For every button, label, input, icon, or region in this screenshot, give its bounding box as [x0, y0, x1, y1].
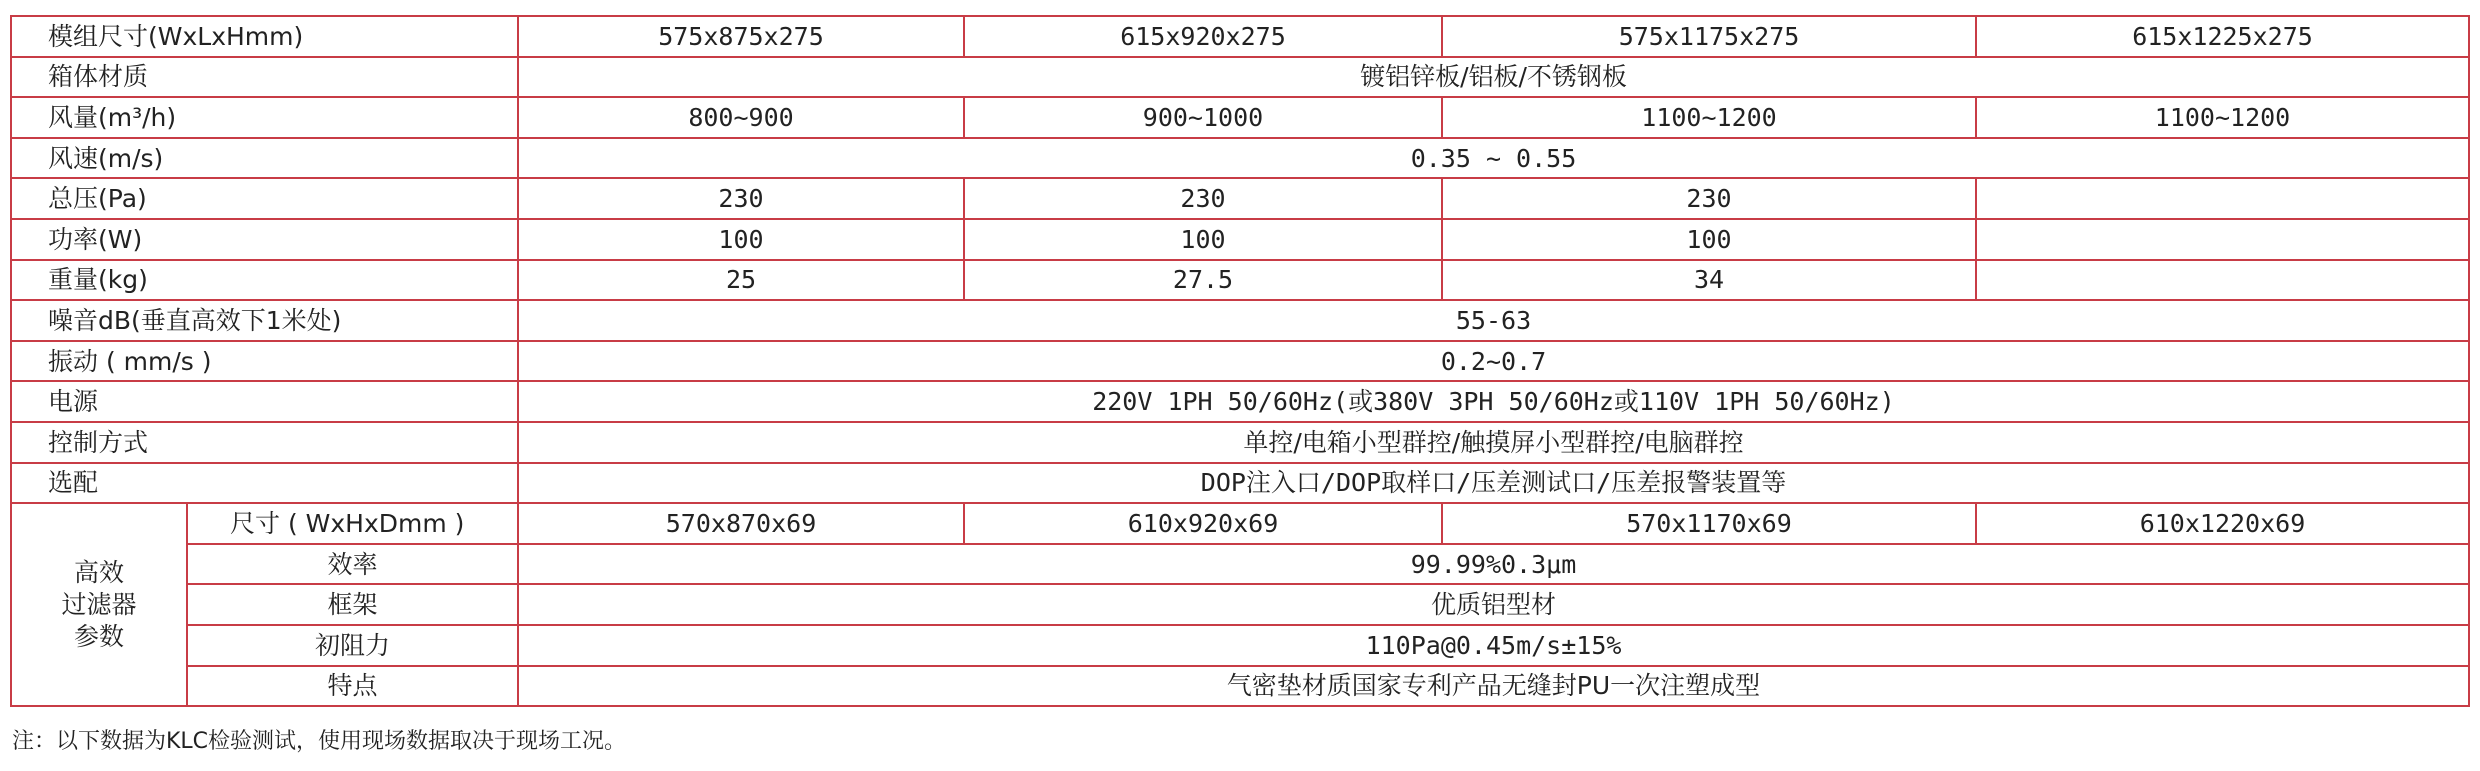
table-row — [11, 584, 2469, 625]
table-cell: 900~1000 — [964, 97, 1442, 138]
sub-row-label: 框架 — [187, 584, 518, 625]
table-cell: 230 — [964, 178, 1442, 219]
table-cell: 575x1175x275 — [1442, 16, 1976, 57]
table-cell: 0.2~0.7 — [518, 341, 2469, 382]
sub-row-label: 效率 — [187, 544, 518, 585]
table-row — [11, 463, 2469, 504]
row-label: 箱体材质 — [11, 57, 518, 98]
row-label: 噪音dB(垂直高效下1米处) — [11, 300, 518, 341]
table-row — [11, 381, 2469, 422]
row-label: 控制方式 — [11, 422, 518, 463]
row-label: 功率(W) — [11, 219, 518, 260]
table-cell: 610x920x69 — [964, 503, 1442, 544]
filter-group-label-line: 高效 — [73, 557, 124, 587]
table-cell — [1976, 260, 2469, 301]
table-cell: 优质铝型材 — [518, 584, 2469, 625]
table-cell: 1100~1200 — [1442, 97, 1976, 138]
table-cell: 气密垫材质国家专利产品无缝封PU一次注塑成型 — [518, 666, 2469, 707]
filter-group-label-line: 过滤器 — [61, 589, 137, 619]
table-row — [11, 666, 2469, 707]
table-cell: 100 — [964, 219, 1442, 260]
table-row — [11, 422, 2469, 463]
table-cell: 27.5 — [964, 260, 1442, 301]
table-row — [11, 57, 2469, 98]
table-cell: 570x1170x69 — [1442, 503, 1976, 544]
table-cell: 100 — [518, 219, 964, 260]
table-cell: 55-63 — [518, 300, 2469, 341]
table-row — [11, 178, 2469, 219]
row-label: 模组尺寸(WxLxHmm) — [11, 16, 518, 57]
row-label: 风量(m³/h) — [11, 97, 518, 138]
sub-row-label: 特点 — [187, 666, 518, 707]
filter-group-label — [11, 503, 187, 706]
table-cell: 34 — [1442, 260, 1976, 301]
table-cell: 230 — [1442, 178, 1976, 219]
table-cell: 100 — [1442, 219, 1976, 260]
row-label: 振动 ( mm/s ) — [11, 341, 518, 382]
table-row — [11, 97, 2469, 138]
row-label: 电源 — [11, 381, 518, 422]
table-cell: 0.35 ~ 0.55 — [518, 138, 2469, 179]
table-cell: 110Pa@0.45m/s±15% — [518, 625, 2469, 666]
spec-table — [10, 15, 2470, 707]
table-cell — [1976, 219, 2469, 260]
row-label: 选配 — [11, 463, 518, 504]
sub-row-label: 初阻力 — [187, 625, 518, 666]
table-cell: 99.99%0.3μm — [518, 544, 2469, 585]
table-row — [11, 260, 2469, 301]
table-row — [11, 16, 2469, 57]
table-cell: DOP注入口/DOP取样口/压差测试口/压差报警装置等 — [518, 463, 2469, 504]
row-label: 总压(Pa) — [11, 178, 518, 219]
table-row — [11, 341, 2469, 382]
table-row — [11, 503, 2469, 544]
table-cell: 615x1225x275 — [1976, 16, 2469, 57]
table-row — [11, 625, 2469, 666]
table-cell: 610x1220x69 — [1976, 503, 2469, 544]
table-cell — [1976, 178, 2469, 219]
table-row — [11, 138, 2469, 179]
filter-group-label-line: 参数 — [73, 621, 124, 651]
table-row — [11, 300, 2469, 341]
row-label: 风速(m/s) — [11, 138, 518, 179]
table-cell: 800~900 — [518, 97, 964, 138]
table-cell: 230 — [518, 178, 964, 219]
table-row — [11, 544, 2469, 585]
sub-row-label: 尺寸 ( WxHxDmm ) — [187, 503, 518, 544]
table-cell: 220V 1PH 50/60Hz(或380V 3PH 50/60Hz或110V 1PH 50/60Hz) — [518, 381, 2469, 422]
footnote: 注：以下数据为KLC检验测试，使用现场数据取决于现场工况。 — [12, 729, 627, 754]
table-cell: 570x870x69 — [518, 503, 964, 544]
row-label: 重量(kg) — [11, 260, 518, 301]
table-row — [11, 219, 2469, 260]
table-cell: 615x920x275 — [964, 16, 1442, 57]
table-cell: 单控/电箱小型群控/触摸屏小型群控/电脑群控 — [518, 422, 2469, 463]
table-cell: 575x875x275 — [518, 16, 964, 57]
table-cell: 镀铝锌板/铝板/不锈钢板 — [518, 57, 2469, 98]
table-cell: 25 — [518, 260, 964, 301]
table-cell: 1100~1200 — [1976, 97, 2469, 138]
spec-table-body — [11, 16, 2469, 706]
